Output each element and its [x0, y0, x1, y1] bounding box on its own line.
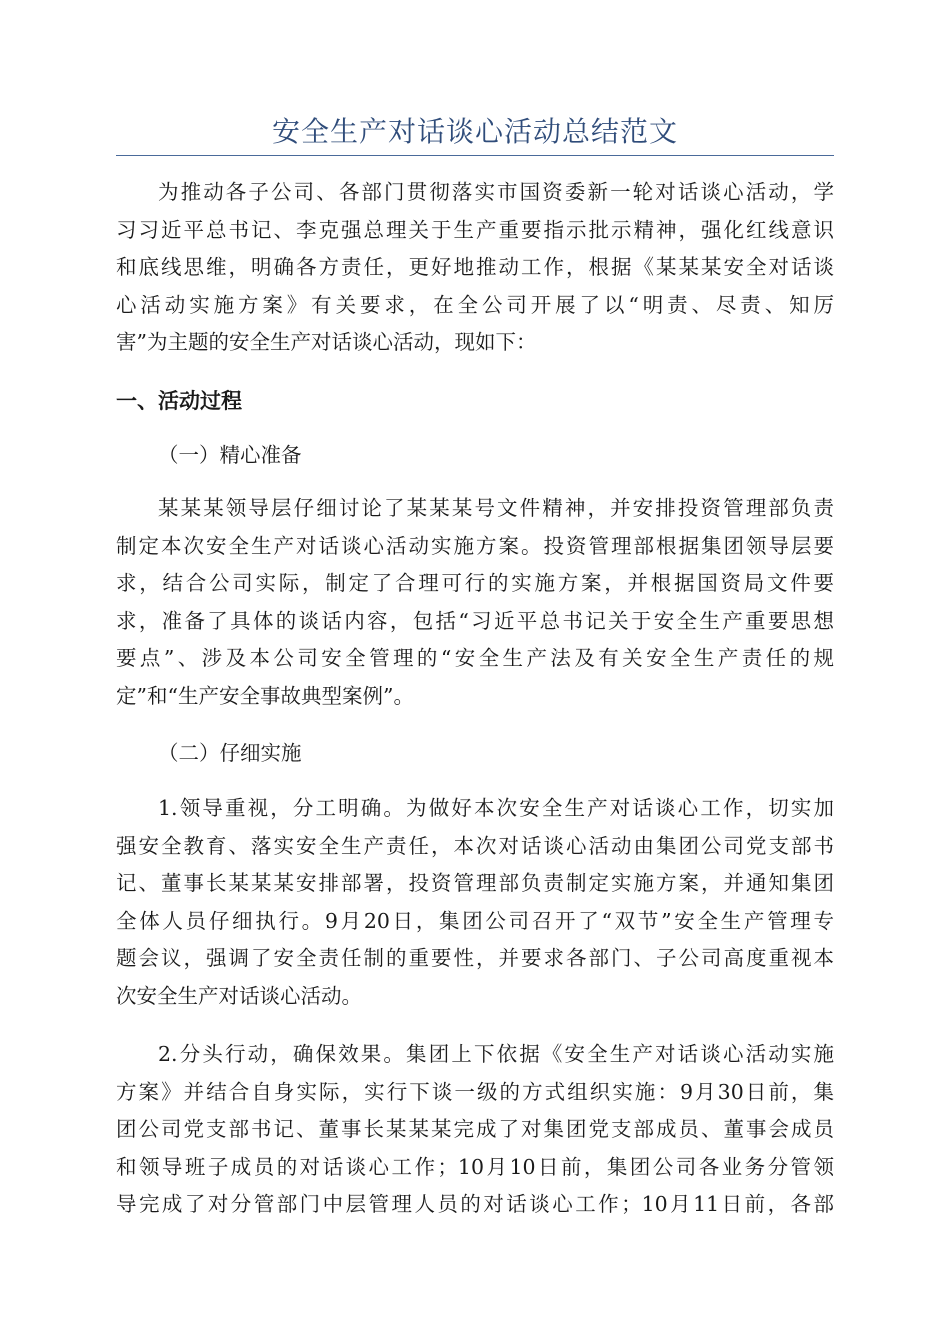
paragraph-line: 求，准备了具体的谈话内容，包括“习近平总书记关于安全生产重要思想	[116, 608, 834, 633]
preparation-paragraph	[116, 490, 834, 715]
item-1-paragraph	[116, 790, 834, 1015]
subsection-heading: （一）精心准备	[158, 443, 302, 467]
paragraph-line: 某某某领导层仔细讨论了某某某号文件精神，并安排投资管理部负责	[158, 496, 834, 520]
document-title: 安全生产对话谈心活动总结范文	[271, 115, 678, 148]
paragraph-line: 方案》并结合自身实际，实行下谈一级的方式组织实施：9月30日前，集	[116, 1079, 834, 1104]
paragraph-line: 强安全教育、落实安全生产责任，本次对话谈心活动由集团公司党支部书	[116, 833, 834, 858]
paragraph-line: 次安全生产对话谈心活动。	[116, 983, 362, 1008]
paragraph-line: 2.分头行动，确保效果。集团上下依据《安全生产对话谈心活动实施	[158, 1042, 834, 1066]
paragraph-line: 求，结合公司实际，制定了合理可行的实施方案，并根据国资局文件要	[116, 571, 834, 595]
paragraph-line: 制定本次安全生产对话谈心活动实施方案。投资管理部根据集团领导层要	[116, 533, 834, 558]
paragraph-line: 要点”、涉及本公司安全管理的“安全生产法及有关安全生产责任的规	[116, 646, 834, 670]
title-underline	[116, 155, 834, 156]
intro-line: 和底线思维，明确各方责任，更好地推动工作，根据《某某某安全对话谈	[116, 255, 834, 279]
intro-paragraph	[116, 174, 834, 362]
paragraph-line: 团公司党支部书记、董事长某某某完成了对集团党支部成员、董事会成员	[116, 1117, 834, 1141]
section-heading: 一、活动过程	[116, 389, 242, 413]
paragraph-line: 题会议，强调了安全责任制的重要性，并要求各部门、子公司高度重视本	[116, 946, 834, 970]
paragraph-line: 定”和“生产安全事故典型案例”。	[116, 683, 414, 708]
intro-line: 为推动各子公司、各部门贯彻落实市国资委新一轮对话谈心活动，学	[158, 180, 834, 204]
item-2-paragraph	[116, 1036, 834, 1224]
intro-line: 习习近平总书记、李克强总理关于生产重要指示批示精神，强化红线意识	[116, 217, 834, 242]
subsection-heading: （二）仔细实施	[158, 741, 302, 765]
intro-line: 心活动实施方案》有关要求，在全公司开展了以“明责、尽责、知厉	[116, 292, 834, 317]
paragraph-line: 记、董事长某某某安排部署，投资管理部负责制定实施方案，并通知集团	[116, 871, 834, 895]
paragraph-line: 1.领导重视，分工明确。为做好本次安全生产对话谈心工作，切实加	[158, 796, 834, 820]
paragraph-line: 全体人员仔细执行。9月20日，集团公司召开了“双节”安全生产管理专	[116, 908, 834, 933]
paragraph-line: 和领导班子成员的对话谈心工作；10月10日前，集团公司各业务分管领	[116, 1154, 834, 1179]
intro-line: 害”为主题的安全生产对话谈心活动，现如下：	[116, 330, 537, 354]
paragraph-line: 导完成了对分管部门中层管理人员的对话谈心工作；10月11日前，各部	[116, 1192, 834, 1216]
